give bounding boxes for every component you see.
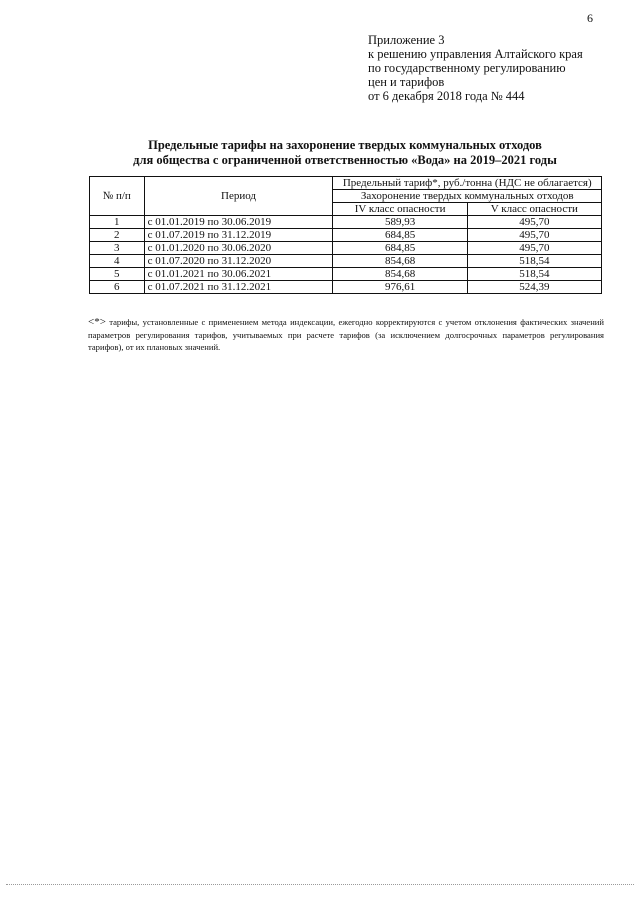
appendix-line: по государственному регулированию: [368, 61, 566, 75]
row-num: 4: [90, 255, 145, 268]
row-class-v: 495,70: [467, 216, 601, 229]
appendix-line: цен и тарифов: [368, 75, 445, 89]
row-class-iv: 589,93: [333, 216, 467, 229]
title-line-1: Предельные тарифы на захоронение твердых коммунальных отходов: [148, 138, 542, 152]
appendix-line: Приложение 3: [368, 33, 445, 47]
appendix-line: от 6 декабря 2018 года № 444: [368, 89, 525, 103]
row-num: 5: [90, 268, 145, 281]
row-period: с 01.07.2019 по 31.12.2019: [144, 229, 333, 242]
row-num: 3: [90, 242, 145, 255]
row-class-iv: 854,68: [333, 255, 467, 268]
table-row: [90, 268, 602, 281]
header-class-iv: IV класс опасности: [333, 203, 467, 216]
row-period: с 01.07.2021 по 31.12.2021: [144, 281, 333, 294]
footnote: [88, 316, 604, 354]
row-class-v: 524,39: [467, 281, 601, 294]
title-line-2: для общества с ограниченной ответственностью «Вода» на 2019–2021 годы: [133, 153, 557, 167]
table-row: [90, 255, 602, 268]
table-row: [90, 216, 602, 229]
header-tariff: Предельный тариф*, руб./тонна (НДС не облагается): [333, 177, 602, 190]
row-period: с 01.07.2020 по 31.12.2020: [144, 255, 333, 268]
header-class-v: V класс опасности: [467, 203, 601, 216]
row-class-v: 495,70: [467, 229, 601, 242]
appendix-line: к решению управления Алтайского края: [368, 47, 583, 61]
table-row: [90, 229, 602, 242]
scan-bottom-edge: [6, 884, 634, 885]
header-disposal: Захоронение твердых коммунальных отходов: [333, 190, 602, 203]
footnote-text: тарифы, установленные с применением метода индексации, ежегодно корректируются с учетом отклонения фактических значений параметров регулирования тарифов, учитываемых при расчете тарифов (за исключением долгосрочных параметров регулирования тарифов), от их плановых значений.: [88, 317, 604, 352]
tariff-table: [89, 176, 602, 294]
row-class-v: 495,70: [467, 242, 601, 255]
row-period: с 01.01.2019 по 30.06.2019: [144, 216, 333, 229]
row-class-iv: 854,68: [333, 268, 467, 281]
page-number: 6: [587, 11, 593, 25]
appendix-block: [368, 33, 583, 103]
row-class-v: 518,54: [467, 268, 601, 281]
row-period: с 01.01.2020 по 30.06.2020: [144, 242, 333, 255]
row-num: 1: [90, 216, 145, 229]
row-num: 2: [90, 229, 145, 242]
row-class-iv: 684,85: [333, 229, 467, 242]
header-num: № п/п: [90, 177, 145, 216]
table-row: [90, 281, 602, 294]
row-period: с 01.01.2021 по 30.06.2021: [144, 268, 333, 281]
document-title: [80, 138, 610, 168]
row-class-iv: 976,61: [333, 281, 467, 294]
table-row: [90, 242, 602, 255]
header-period: Период: [144, 177, 333, 216]
footnote-marker: <*>: [88, 316, 106, 328]
row-class-iv: 684,85: [333, 242, 467, 255]
row-class-v: 518,54: [467, 255, 601, 268]
row-num: 6: [90, 281, 145, 294]
